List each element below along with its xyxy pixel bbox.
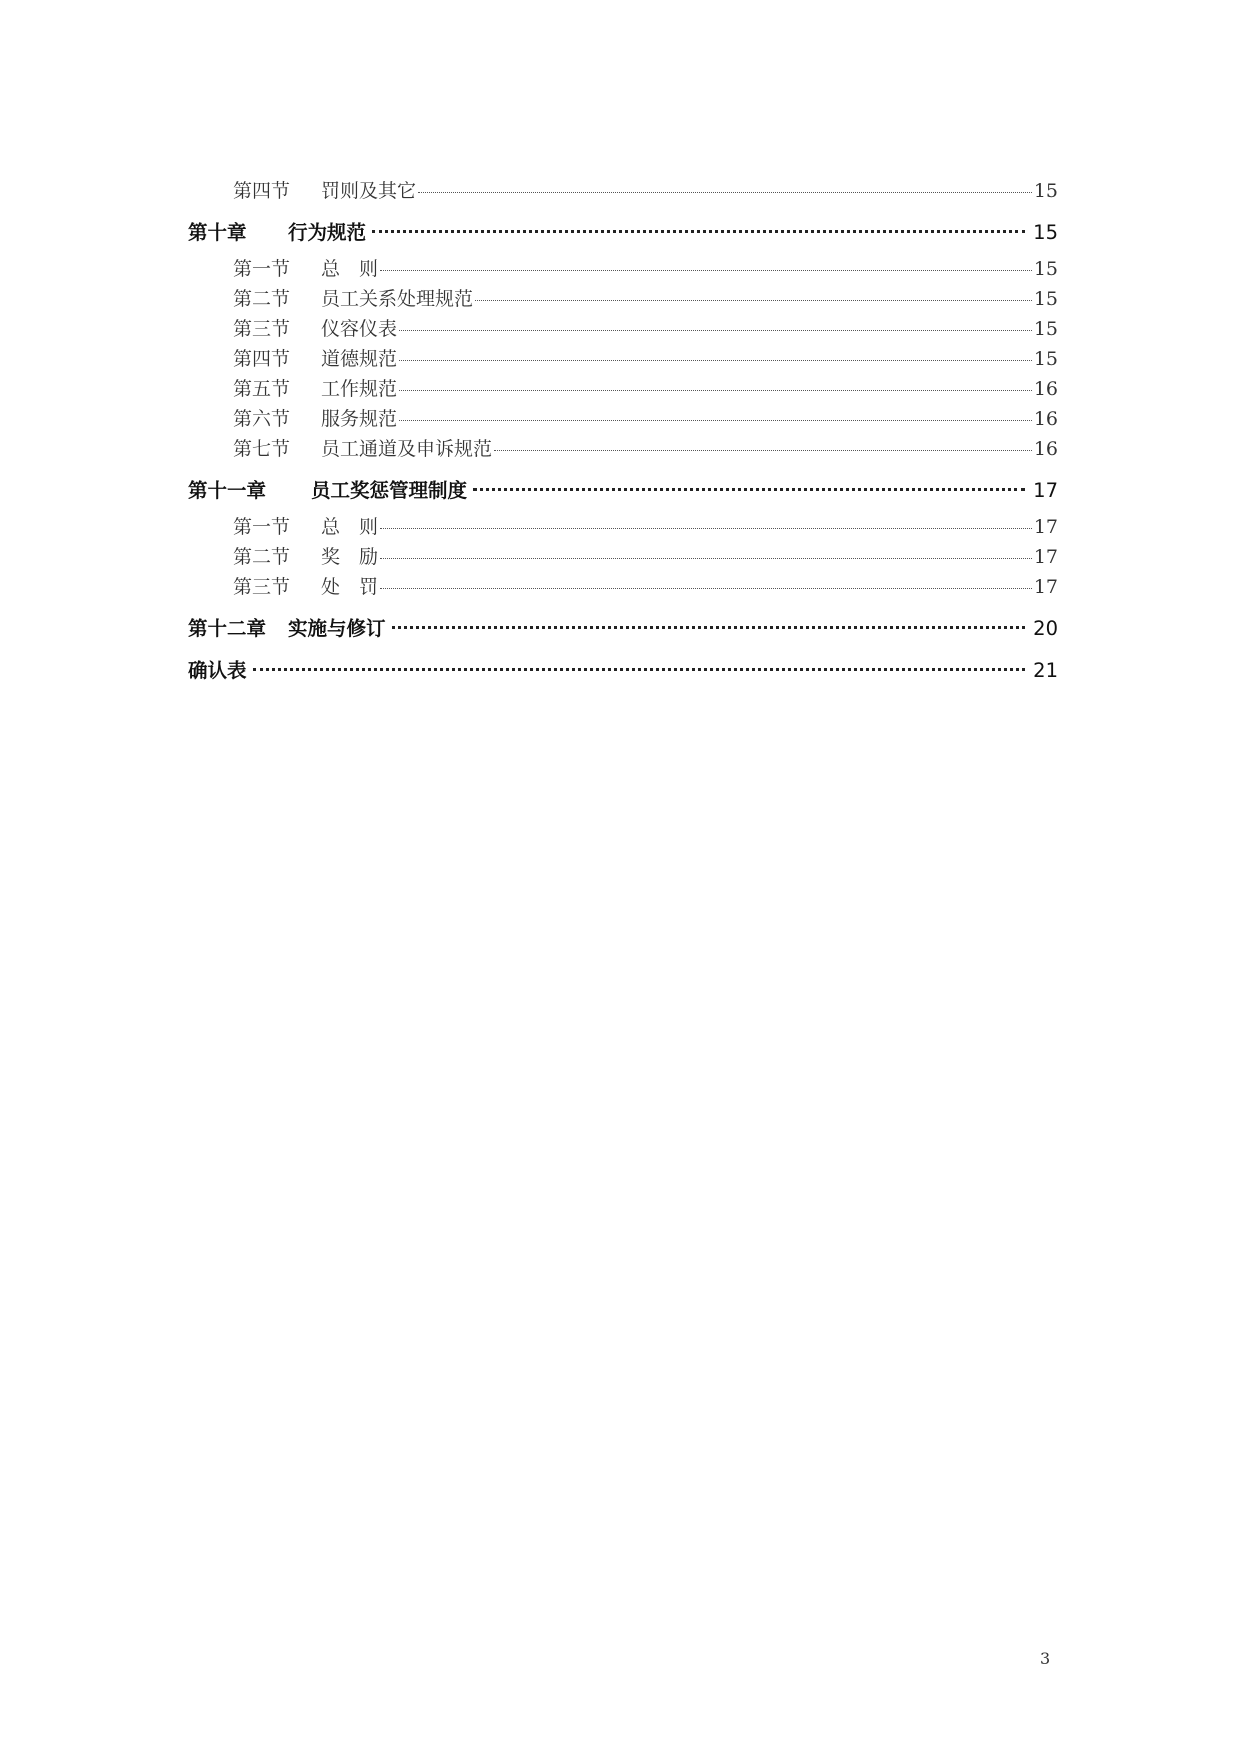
page-ref: 15 bbox=[1033, 348, 1058, 370]
chapter-number: 第十二章 bbox=[188, 617, 267, 640]
toc-chapter-row[interactable] bbox=[188, 614, 1058, 644]
section-number: 第一节 bbox=[233, 258, 291, 280]
page-ref: 15 bbox=[1033, 318, 1058, 340]
dot-leader bbox=[380, 557, 1032, 559]
dot-leader bbox=[392, 625, 1026, 629]
section-number: 第三节 bbox=[233, 318, 291, 340]
page-ref: 20 bbox=[1033, 617, 1058, 640]
page-ref: 17 bbox=[1033, 516, 1058, 538]
section-title: 罚则及其它 bbox=[321, 180, 417, 202]
toc-section-row[interactable] bbox=[188, 344, 1058, 374]
dot-leader bbox=[418, 191, 1032, 193]
page-ref: 17 bbox=[1033, 546, 1058, 568]
section-number: 第四节 bbox=[233, 348, 291, 370]
page-ref: 15 bbox=[1033, 288, 1058, 310]
section-number: 第二节 bbox=[233, 546, 291, 568]
section-number: 第四节 bbox=[233, 180, 291, 202]
toc-section-row[interactable] bbox=[188, 404, 1058, 434]
dot-leader bbox=[494, 449, 1032, 451]
page-ref: 15 bbox=[1033, 180, 1058, 202]
page-number: 3 bbox=[1040, 1649, 1051, 1668]
section-number: 第三节 bbox=[233, 576, 291, 598]
section-title: 仪容仪表 bbox=[321, 318, 398, 340]
toc-chapter-row[interactable] bbox=[188, 218, 1058, 248]
section-title: 处 罚 bbox=[321, 576, 379, 598]
section-title: 服务规范 bbox=[321, 408, 398, 430]
toc-section-row[interactable] bbox=[188, 374, 1058, 404]
dot-leader bbox=[372, 229, 1025, 233]
chapter-title: 行为规范 bbox=[288, 221, 367, 244]
toc-section-row[interactable] bbox=[188, 434, 1058, 464]
toc-section-row[interactable] bbox=[188, 284, 1058, 314]
chapter-title: 员工奖惩管理制度 bbox=[311, 479, 468, 502]
chapter-number: 第十一章 bbox=[188, 479, 267, 502]
page-ref: 16 bbox=[1033, 378, 1058, 400]
dot-leader bbox=[399, 389, 1032, 391]
dot-leader bbox=[473, 487, 1025, 491]
dot-leader bbox=[399, 419, 1032, 421]
section-title: 奖 励 bbox=[321, 546, 379, 568]
section-title: 员工通道及申诉规范 bbox=[321, 438, 493, 460]
dot-leader bbox=[380, 269, 1032, 271]
section-title: 员工关系处理规范 bbox=[321, 288, 474, 310]
dot-leader bbox=[399, 359, 1032, 361]
table-of-contents bbox=[188, 176, 1058, 686]
page-ref: 17 bbox=[1033, 479, 1058, 502]
section-title: 总 则 bbox=[321, 258, 379, 280]
toc-section-row[interactable] bbox=[188, 176, 1058, 206]
section-title: 工作规范 bbox=[321, 378, 398, 400]
section-number: 第二节 bbox=[233, 288, 291, 310]
section-number: 第一节 bbox=[233, 516, 291, 538]
dot-leader bbox=[253, 667, 1026, 671]
section-title: 道德规范 bbox=[321, 348, 398, 370]
dot-leader bbox=[475, 299, 1032, 301]
section-number: 第七节 bbox=[233, 438, 291, 460]
dot-leader bbox=[380, 527, 1032, 529]
toc-chapter-row[interactable] bbox=[188, 476, 1058, 506]
toc-section-row[interactable] bbox=[188, 314, 1058, 344]
chapter-number: 第十章 bbox=[188, 221, 247, 244]
chapter-title: 确认表 bbox=[188, 659, 247, 682]
page-ref: 21 bbox=[1033, 659, 1058, 682]
chapter-title: 实施与修订 bbox=[288, 617, 386, 640]
dot-leader bbox=[399, 329, 1032, 331]
toc-section-row[interactable] bbox=[188, 542, 1058, 572]
page-ref: 16 bbox=[1033, 408, 1058, 430]
toc-section-row[interactable] bbox=[188, 254, 1058, 284]
toc-chapter-row[interactable] bbox=[188, 656, 1058, 686]
page-ref: 17 bbox=[1033, 576, 1058, 598]
page-ref: 16 bbox=[1033, 438, 1058, 460]
page-ref: 15 bbox=[1033, 258, 1058, 280]
page-ref: 15 bbox=[1033, 221, 1058, 244]
section-number: 第五节 bbox=[233, 378, 291, 400]
dot-leader bbox=[380, 587, 1032, 589]
section-number: 第六节 bbox=[233, 408, 291, 430]
toc-section-row[interactable] bbox=[188, 512, 1058, 542]
toc-section-row[interactable] bbox=[188, 572, 1058, 602]
section-title: 总 则 bbox=[321, 516, 379, 538]
